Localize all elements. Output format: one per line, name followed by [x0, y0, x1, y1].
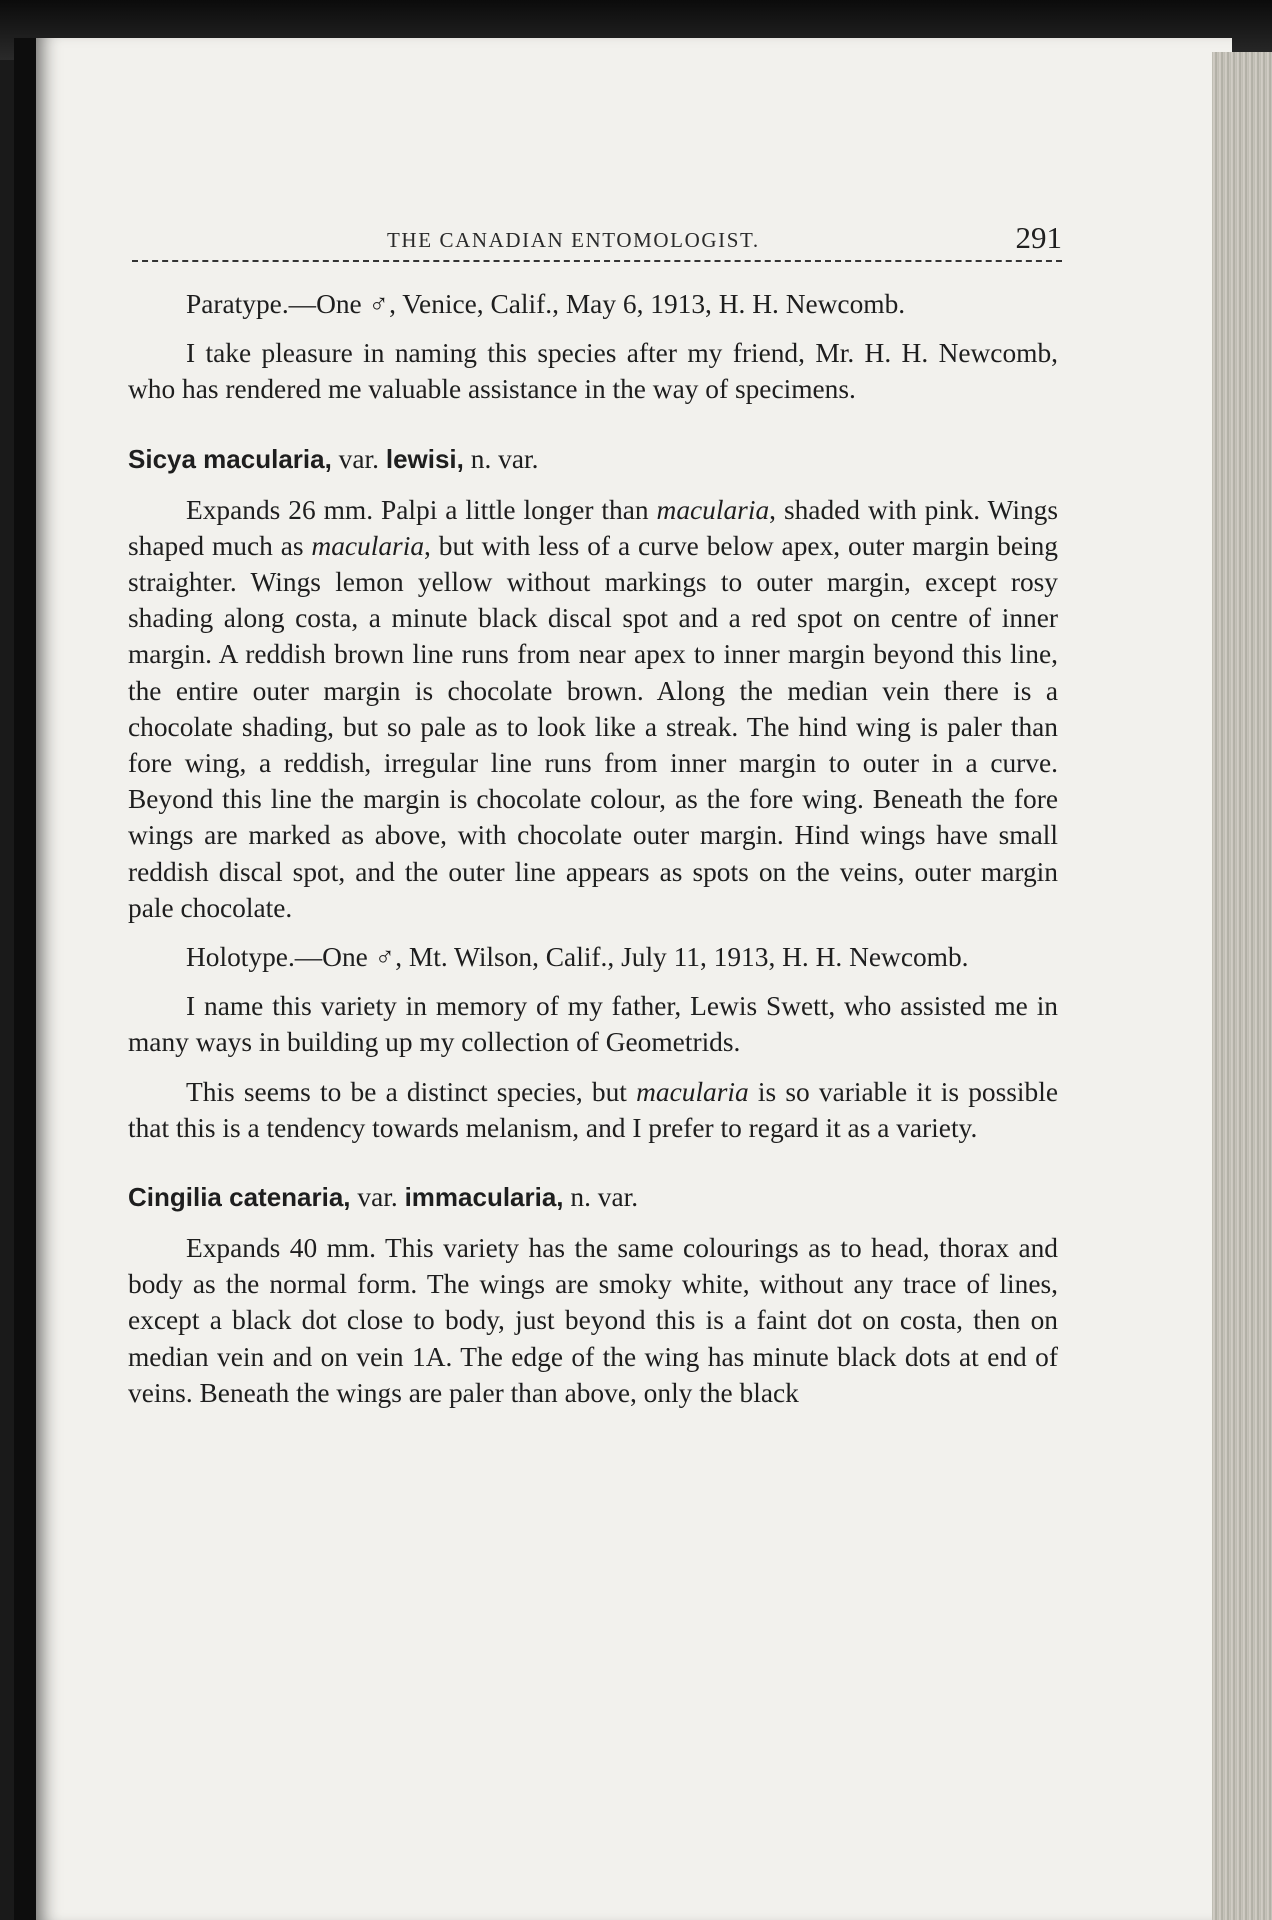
- status-label: n. var.: [470, 443, 539, 474]
- paratype-paragraph: Paratype.—One ♂, Venice, Calif., May 6, 1913, H. H. Newcomb.: [186, 289, 906, 319]
- dedication-paragraph: I take pleasure in naming this species after my friend, Mr. H. H. Newcomb, who has rendered me valuable assistance in the way of specimens.: [128, 338, 1058, 405]
- page-number: 291: [1015, 220, 1062, 255]
- holotype-paragraph: Holotype.—One ♂, Mt. Wilson, Calif., July 11, 1913, H. H. Newcomb.: [186, 942, 969, 973]
- variety-name: lewisi,: [385, 443, 464, 474]
- description-paragraph-cingilia: Expands 40 mm. This variety has the same colourings as to head, thorax and body as the normal form. The wings are smoky white, without any trace of lines, except a black dot close to body, just beyond this is a faint dot on costa, then on median vein and on vein 1A. The edge of the wing has minute black dots at end of veins. Beneath the wings are paler than above, only the black: [128, 1233, 1058, 1408]
- taxon-name: Cingilia catenaria,: [128, 1182, 351, 1213]
- taxon-heading-sicya: [128, 442, 1058, 476]
- taxon-name: Sicya macularia,: [128, 443, 332, 474]
- italic-taxon: macularia: [311, 530, 425, 561]
- running-title: THE CANADIAN ENTOMOLOGIST.: [387, 228, 760, 252]
- running-head: [132, 218, 1062, 268]
- text-run: Expands 26 mm. Palpi a little longer than: [186, 494, 657, 525]
- italic-taxon: macularia: [636, 1076, 749, 1107]
- description-paragraph-sicya: [128, 492, 1058, 926]
- text-run: , but with less of a curve below apex, outer margin being straighter. Wings lemon yellow without markings to outer margin, except rosy shading along costa, a minute black discal spot and a red spot on centre of inner margin. A reddish brown line runs from near apex to inner margin beyond this line, the entire outer margin is chocolate brown. Along the median vein there is a chocolate shading, but so pale as to look like a streak. The hind wing is paler than fore wing, a reddish, irregular line runs from inner margin to outer in a curve. Beyond this line the margin is chocolate colour, as the fore wing. Beneath the fore wings are marked as above, with chocolate outer margin. Hind wings have small reddish discal spot, and the outer line appears as spots on the veins, outer margin pale chocolate.: [128, 530, 1059, 923]
- text-run: , shaded with pink. Wings shaped much as: [128, 494, 1058, 561]
- remarks-paragraph: [128, 1074, 1058, 1146]
- var-label: var.: [357, 1182, 398, 1213]
- status-label: n. var.: [570, 1182, 639, 1213]
- header-rule: [132, 260, 1062, 262]
- text-run: This seems to be a distinct species, but: [186, 1076, 637, 1107]
- page-stack-edge: [1212, 52, 1272, 1920]
- italic-taxon: macularia: [656, 494, 770, 525]
- naming-paragraph: I name this variety in memory of my father, Lewis Swett, who assisted me in many ways in building up my collection of Geometrids.: [128, 991, 1058, 1058]
- var-label: var.: [338, 443, 379, 474]
- variety-name: immacularia,: [404, 1182, 564, 1213]
- body-text: [128, 286, 1058, 1424]
- text-run: is so variable it is possible that this is a tendency towards melanism, and I prefer to regard it as a variety.: [128, 1076, 1058, 1143]
- taxon-heading-cingilia: [128, 1180, 1058, 1214]
